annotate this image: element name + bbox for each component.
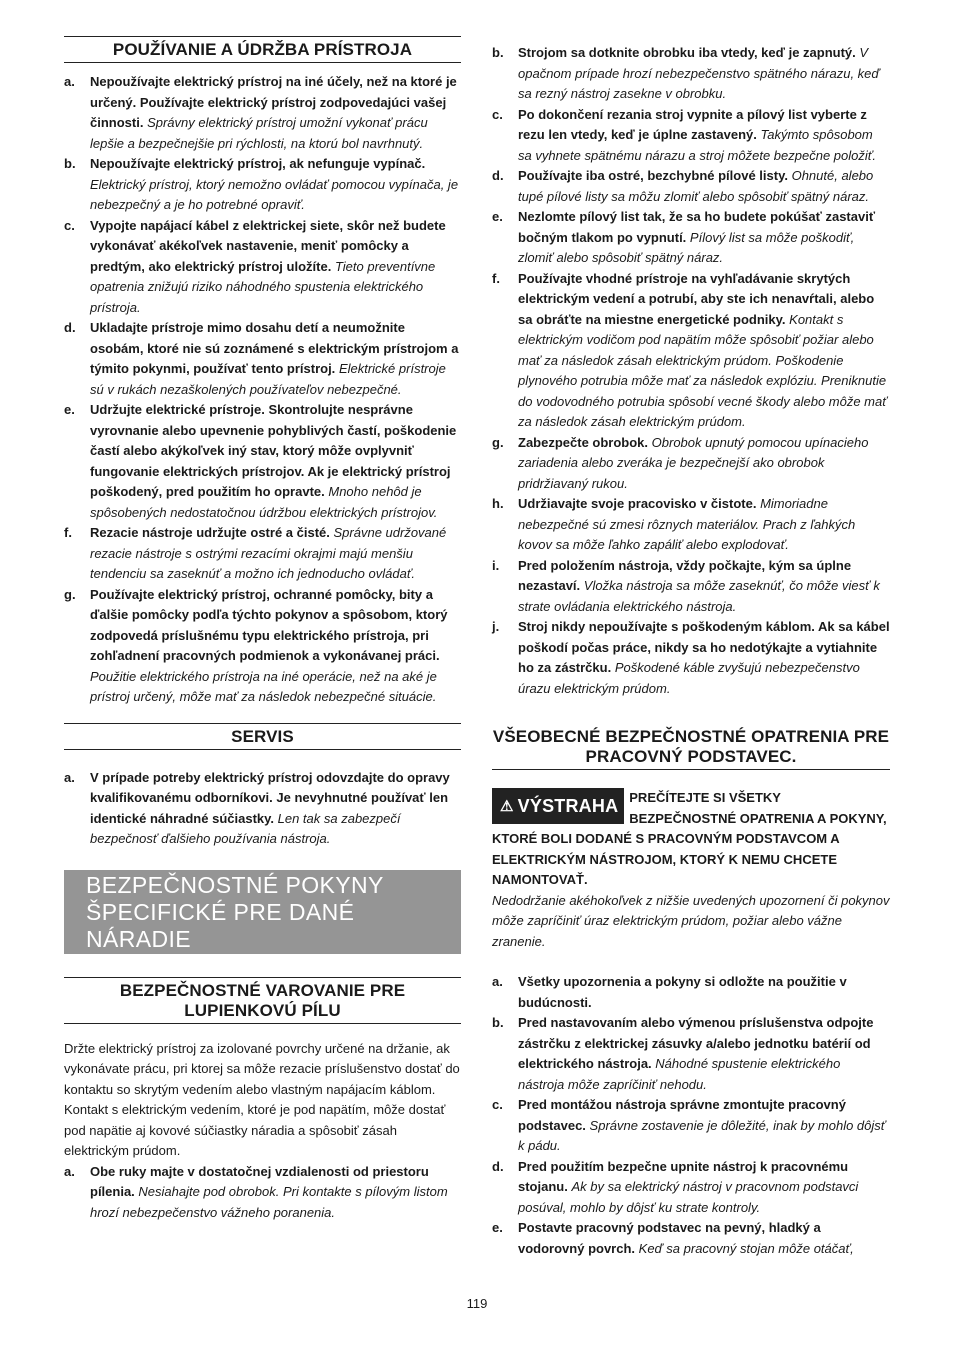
- item-italic-text: Vložka nástroja sa môže zaseknúť, čo môže viesť k strate ovládania elektrického nástroja.: [518, 578, 880, 614]
- list-item: [64, 318, 461, 400]
- item-text: [518, 556, 890, 618]
- list-item: [64, 400, 461, 523]
- item-letter: d.: [492, 1158, 504, 1174]
- item-bold-text: Nepoužívajte elektrický prístroj na iné účely, než na ktoré je určený. Používajte elektrický prístroj zodpovedajúci vašej činnosti.: [90, 74, 457, 130]
- tool-specific-safety-banner: [64, 870, 461, 954]
- item-letter: a.: [64, 769, 75, 785]
- item-text: [518, 1218, 890, 1259]
- item-letter: e.: [64, 402, 75, 417]
- item-italic-text: Kontakt s elektrickým vodičom pod napätím môže spôsobiť požiar alebo mať za následok zásah elektrickým prúdom. Poškodenie plynového potrubia môže mať za následok explóziu. Preniknutie do vodovodného potrubia spôsobí vecné škody alebo môže mať za následok zásah elektrickým prúdom.: [518, 311, 887, 429]
- item-bold-text: Po dokončení rezania stroj vypnite a pílový list vyberte z rezu len vtedy, keď je úplne zastavený.: [518, 106, 867, 142]
- warning-triangle-icon: ⚠: [500, 798, 514, 815]
- item-bold-text: Pred nastavovaním alebo výmenou príslušenstva odpojte zástrčku z elektrickej zásuvky a/alebo jednotku batérií od elektrického nástroja.: [518, 1015, 874, 1071]
- item-letter: c.: [492, 1097, 503, 1112]
- item-bold-text: Nezlomte pílový list tak, že sa ho budete pokúšať zastaviť bočným tlakom po vypnutí.: [518, 209, 876, 245]
- item-bold-text: Všetky upozornenia a pokyny si odložte na použitie v budúcnosti.: [518, 974, 847, 1010]
- heading-line-2: LUPIENKOVÚ PÍLU: [184, 1000, 341, 1020]
- item-italic-text: Obrobok upnutý pomocou upínacieho zariadenia alebo zveráka je bezpečnejší ako obrobok pridržiavaný rukou.: [518, 434, 869, 491]
- item-bold-text: Ukladajte prístroje mimo dosahu detí a neumožnite osobám, ktoré nie sú zoznámené s elektrickým prístrojom a týmito pokynmi, používať tento prístroj.: [90, 320, 459, 376]
- item-italic-text: Poškodené káble zvyšujú nebezpečenstvo úrazu elektrickým prúdom.: [518, 660, 860, 696]
- left-column: [64, 36, 461, 1223]
- item-italic-text: Elektrické prístroje sú v rukách nezaškolených používateľov nebezpečné.: [90, 361, 446, 397]
- item-letter: c.: [64, 217, 75, 233]
- item-italic-text: Keď sa pracovný stojan môže otáčať,: [638, 1240, 854, 1256]
- item-italic-text: Mnoho nehôd je spôsobených nedostatočnou údržbou elektrických prístrojov.: [90, 484, 438, 520]
- item-text: [518, 166, 890, 207]
- item-bold-text: Pred použitím bezpečne upnite nástroj k pracovnému stojanu.: [518, 1158, 849, 1194]
- item-italic-text: V opačnom prípade hrozí nebezpečenstvo spätného nárazu, keď sa rezný nástroj zasekne v obrobku.: [518, 45, 880, 101]
- list-item: [492, 494, 890, 556]
- heading-line-2: PRACOVNÝ PODSTAVEC.: [585, 747, 797, 766]
- item-text: [518, 269, 890, 433]
- item-bold-text: Postavte pracovný podstavec na pevný, hladký a vodorovný povrch.: [518, 1220, 821, 1256]
- warning-block: [492, 788, 890, 952]
- service-list: [64, 768, 461, 850]
- list-item: [492, 617, 890, 699]
- item-bold-text: Obe ruky majte v dostatočnej vzdialenosti od priestoru pílenia.: [90, 1163, 429, 1199]
- item-bold-text: Strojom sa dotknite obrobku iba vtedy, keď je zapnutý.: [518, 45, 856, 60]
- section-heading-usage-maintenance: POUŽÍVANIE A ÚDRŽBA PRÍSTROJA: [64, 36, 461, 63]
- item-bold-text: Pred montážou nástroja správne zmontujte pracovný podstavec.: [518, 1097, 846, 1133]
- item-text: [518, 1157, 890, 1219]
- item-text: [90, 768, 461, 850]
- item-bold-text: Nepoužívajte elektrický prístroj, ak nefunguje vypínač.: [90, 156, 426, 171]
- item-text: [90, 585, 461, 708]
- list-item: [492, 1013, 890, 1095]
- item-italic-text: Správny elektrický prístroj umožní vykonať prácu lepšie a bezpečnejšie pri rýchlosti, na ktorú bol navrhnutý.: [90, 115, 428, 151]
- right-column: [492, 36, 890, 1259]
- item-italic-text: Správne zostavenie je dôležité, inak by mohlo dôjsť k pádu.: [518, 1117, 886, 1153]
- item-text: [90, 216, 461, 319]
- item-italic-text: Ohnuté, alebo tupé pílové listy sa môžu zlomiť alebo spôsobiť spätný náraz.: [518, 168, 874, 204]
- item-letter: e.: [492, 1220, 503, 1235]
- item-letter: a.: [64, 74, 75, 89]
- item-letter: b.: [492, 45, 504, 60]
- item-text: [90, 1162, 461, 1224]
- item-letter: j.: [492, 619, 500, 634]
- item-letter: h.: [492, 496, 504, 511]
- item-bold-text: Rezacie nástroje udržujte ostré a čisté.: [90, 525, 330, 540]
- item-bold-text: Používajte vhodné prístroje na vyhľadávanie skrytých elektrickým vedení a potrubí, aby ste ich nenavŕtali, alebo sa obráťte na miestne energetické podniky.: [518, 270, 875, 327]
- banner-line-2: ŠPECIFICKÉ PRE DANÉ NÁRADIE: [86, 898, 355, 952]
- item-bold-text: Vypojte napájací kábel z elektrickej siete, skôr než budete vykonávať akékoľvek nastavenie, meniť pomôcky a predtým, ako elektrický prístroj uložíte.: [90, 217, 446, 274]
- warning-label: VÝSTRAHA: [517, 796, 619, 816]
- item-text: [90, 72, 461, 154]
- item-text: [518, 1013, 890, 1095]
- usage-maintenance-list: [64, 72, 461, 708]
- warning-bold-text: PREČÍTEJTE SI VŠETKY BEZPEČNOSTNÉ OPATRENIA A POKYNY, KTORÉ BOLI DODANÉ S PRACOVNÝM PODSTAVCOM A ELEKTRICKÝM NÁSTROJOM, KTORÝ K NEMU CHCETE NAMONTOVAŤ.: [492, 790, 887, 887]
- item-text: [518, 43, 890, 105]
- list-item: [64, 72, 461, 154]
- item-letter: a.: [64, 1163, 75, 1179]
- list-item: [64, 585, 461, 708]
- heading-line-1: BEZPEČNOSTNÉ VAROVANIE PRE: [119, 980, 406, 1000]
- heading-line-1: VŠEOBECNÉ BEZPEČNOSTNÉ OPATRENIA PRE: [492, 727, 890, 746]
- item-letter: d.: [492, 168, 504, 183]
- item-italic-text: Náhodné spustenie elektrického nástroja môže zapríčiniť nehodu.: [518, 1056, 841, 1092]
- item-bold-text: V prípade potreby elektrický prístroj odovzdajte do opravy kvalifikovanému odborníkovi. Je nevyhnutné používať len identické náhradné súčiastky.: [90, 769, 450, 826]
- item-letter: b.: [64, 156, 76, 171]
- list-item: [64, 768, 461, 850]
- list-item: [64, 1162, 461, 1224]
- item-text: [518, 972, 890, 1013]
- banner-line-1: BEZPEČNOSTNÉ POKYNY: [86, 871, 384, 898]
- item-bold-text: Pred položením nástroja, vždy počkajte, kým sa úplne nezastaví.: [518, 557, 852, 593]
- item-bold-text: Používajte iba ostré, bezchybné pílové listy.: [518, 168, 788, 183]
- item-italic-text: Elektrický prístroj, ktorý nemožno ovládať pomocou vypínača, je nebezpečný a je ho potrebné opraviť.: [90, 176, 459, 212]
- warning-italic-text: Nedodržanie akéhokoľvek z nižšie uvedených upozornení či pokynov môže zapríčiniť úraz elektrickým prúdom, požiar alebo vážne zranenie.: [492, 892, 890, 949]
- list-item: [492, 207, 890, 269]
- jigsaw-warning-list: [64, 1162, 461, 1224]
- list-item: [64, 523, 461, 585]
- list-item: [492, 105, 890, 167]
- item-letter: g.: [64, 586, 76, 602]
- item-letter: c.: [492, 106, 503, 122]
- item-text: [90, 400, 461, 523]
- list-item: [492, 556, 890, 618]
- item-text: [90, 318, 461, 400]
- page-number: 119: [466, 1296, 488, 1311]
- item-letter: b.: [492, 1015, 504, 1030]
- list-item: [492, 43, 890, 105]
- list-item: [64, 216, 461, 319]
- item-text: [518, 1095, 890, 1157]
- list-item: [492, 1157, 890, 1219]
- warning-badge: [492, 788, 624, 824]
- work-stand-list: [492, 972, 890, 1259]
- item-text: [90, 154, 461, 216]
- list-item: [492, 269, 890, 433]
- list-item: [492, 166, 890, 207]
- list-item: [492, 1218, 890, 1259]
- section-heading-work-stand: [492, 724, 890, 770]
- item-italic-text: Mimoriadne nebezpečné sú zmesi rôznych materiálov. Prach z ľahkých kovov sa môže ľahko zapáliť alebo explodovať.: [518, 496, 856, 552]
- item-bold-text: Používajte elektrický prístroj, ochranné pomôcky, bity a ďalšie pomôcky podľa týchto pokynov a spôsobom, ktorý zodpovedá príslušnému typu elektrického prístroja, pri zohľadnení pracovných podmienok a vykonávanej práci.: [90, 586, 448, 663]
- item-italic-text: Ak by sa elektrický nástroj v pracovnom podstavci posúval, mohlo by dôjsť ku strate kontroly.: [518, 1179, 859, 1215]
- item-text: [518, 617, 890, 699]
- section-heading-jigsaw-warning: [64, 977, 461, 1024]
- item-bold-text: Zabezpečte obrobok.: [518, 434, 649, 450]
- jigsaw-warning-list-continued: [492, 43, 890, 699]
- item-italic-text: Správne udržované rezacie nástroje s ostrými rezacími okrajmi majú menšiu tendenciu sa zaseknúť a možno ich jednoducho ovládať.: [90, 525, 447, 581]
- item-letter: d.: [64, 320, 76, 335]
- list-item: [492, 433, 890, 495]
- item-italic-text: Použitie elektrického prístroja na iné operácie, než na aké je prístroj určený, môže mať za následok nebezpečné situácie.: [90, 668, 437, 704]
- item-text: [518, 433, 890, 495]
- item-letter: f.: [492, 270, 500, 286]
- item-italic-text: Pílový list sa môže poškodiť, zlomiť alebo spôsobiť spätný náraz.: [518, 229, 855, 265]
- item-bold-text: Udržiavajte svoje pracovisko v čistote.: [518, 496, 757, 511]
- list-item: [492, 1095, 890, 1157]
- section-heading-service: SERVIS: [64, 723, 461, 750]
- item-italic-text: Nesiahajte pod obrobok. Pri kontakte s pílovým listom hrozí nebezpečenstvo vážneho poranenia.: [90, 1184, 448, 1220]
- item-text: [518, 494, 890, 556]
- jigsaw-intro-paragraph: Držte elektrický prístroj za izolované povrchy určené na držanie, ak vykonávate prácu, pri ktorej sa môže rezacie príslušenstvo dostať do kontaktu so skrytým vedením alebo vlastným napájacím káblom. Kontakt s elektrickým vedením, ktoré je pod napätím, môže dostať pod napätie aj kovové súčiastky náradia a spôsobiť zásah elektrickým prúdom.: [64, 1040, 460, 1158]
- item-bold-text: Stroj nikdy nepoužívajte s poškodeným káblom. Ak sa kábel poškodí počas práce, nikdy sa ho nedotýkajte a vytiahnite ho za zástrčku.: [518, 619, 890, 675]
- item-italic-text: Len tak sa zabezpečí bezpečnosť ďalšieho používania nástroja.: [90, 810, 401, 846]
- item-bold-text: Udržujte elektrické prístroje. Skontrolujte nesprávne vyrovnanie alebo upevnenie pohyblivých častí, poškodenie častí alebo akýkoľvek iný stav, ktorý môže ovplyvniť fungovanie elektrických prístrojov. Ak je elektrický prístroj poškodený, pred použitím ho opravte.: [90, 402, 457, 499]
- item-letter: i.: [492, 557, 500, 573]
- item-letter: f.: [64, 525, 72, 540]
- list-item: [64, 154, 461, 216]
- item-text: [518, 105, 890, 167]
- item-italic-text: Takýmto spôsobom sa vyhnete spätnému nárazu a stroj môžete bezpečne položiť.: [518, 127, 876, 163]
- item-text: [90, 523, 461, 585]
- item-letter: a.: [492, 974, 503, 989]
- item-letter: e.: [492, 209, 503, 224]
- item-italic-text: Tieto preventívne opatrenia znižujú riziko náhodného spustenia elektrického prístroja.: [90, 258, 436, 315]
- list-item: [492, 972, 890, 1013]
- item-letter: g.: [492, 434, 504, 450]
- item-text: [518, 207, 890, 269]
